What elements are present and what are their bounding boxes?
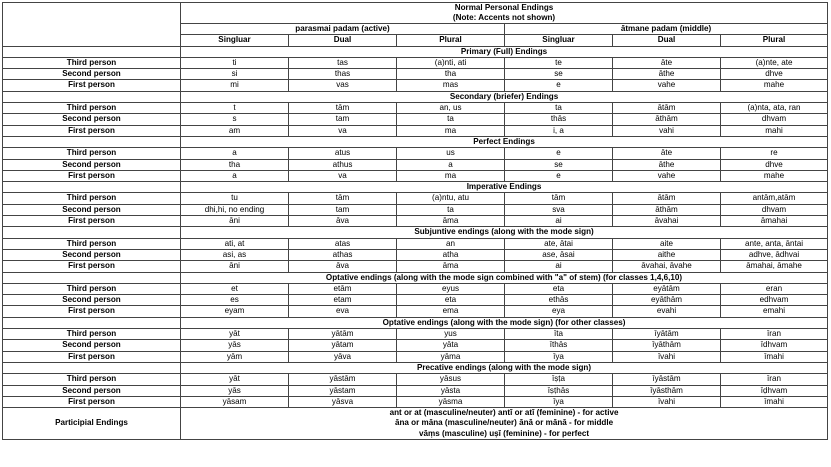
ending-cell: yāma bbox=[397, 351, 505, 362]
table-row bbox=[3, 204, 828, 215]
ending-cell: īyāthām bbox=[613, 340, 721, 351]
person-label: First person bbox=[3, 306, 181, 317]
number-header: Plural bbox=[397, 35, 505, 46]
ending-cell: tām bbox=[289, 193, 397, 204]
table-row bbox=[3, 396, 828, 407]
ending-cell: īvahi bbox=[613, 396, 721, 407]
ending-cell: antām,atām bbox=[721, 193, 828, 204]
number-header: Singluar bbox=[181, 35, 289, 46]
ending-cell: tu bbox=[181, 193, 289, 204]
section-title: Optative endings (along with the mode sign combined with "a" of stem) (for classes 1,4,6,10) bbox=[181, 272, 828, 283]
table-row bbox=[3, 329, 828, 340]
ending-cell: (a)nta, ata, ran bbox=[721, 103, 828, 114]
person-label: Second person bbox=[3, 159, 181, 170]
table-row bbox=[3, 148, 828, 159]
person-label: First person bbox=[3, 261, 181, 272]
endings-table bbox=[2, 2, 828, 440]
ending-cell: tām bbox=[289, 103, 397, 114]
ending-cell: īvahi bbox=[613, 351, 721, 362]
ending-cell: āthe bbox=[613, 159, 721, 170]
ending-cell: ta bbox=[397, 204, 505, 215]
ending-cell: thas bbox=[289, 69, 397, 80]
ending-cell: āmahai, āmahe bbox=[721, 261, 828, 272]
ending-cell: āthe bbox=[613, 69, 721, 80]
ending-cell: s bbox=[181, 114, 289, 125]
ending-cell: yāsva bbox=[289, 396, 397, 407]
ending-cell: eta bbox=[505, 283, 613, 294]
ending-cell: ema bbox=[397, 306, 505, 317]
ending-cell: āva bbox=[289, 261, 397, 272]
person-label: First person bbox=[3, 396, 181, 407]
ending-cell: asi, as bbox=[181, 249, 289, 260]
section-header-row bbox=[3, 272, 828, 283]
section-spacer bbox=[3, 136, 181, 147]
ending-cell: āni bbox=[181, 261, 289, 272]
ending-cell: yus bbox=[397, 329, 505, 340]
person-label: Third person bbox=[3, 193, 181, 204]
section-header-row bbox=[3, 362, 828, 373]
person-label: First person bbox=[3, 125, 181, 136]
person-label: Second person bbox=[3, 385, 181, 396]
ending-cell: etām bbox=[289, 283, 397, 294]
participial-line: ant or at (masculine/neuter) antī or atī (feminine) - for active bbox=[389, 408, 619, 418]
ending-cell: eran bbox=[721, 283, 828, 294]
ending-cell: thās bbox=[505, 114, 613, 125]
ending-cell: am bbox=[181, 125, 289, 136]
ending-cell: ai bbox=[505, 216, 613, 227]
ending-cell: vahe bbox=[613, 170, 721, 181]
person-label: Second person bbox=[3, 295, 181, 306]
ending-cell: yām bbox=[181, 351, 289, 362]
ending-cell: eya bbox=[505, 306, 613, 317]
ending-cell: emahi bbox=[721, 306, 828, 317]
participial-line: vāṃs (masculine) uṣī (feminine) - for perfect bbox=[419, 428, 590, 438]
section-header-row bbox=[3, 136, 828, 147]
section-title: Optative endings (along with the mode sign) (for other classes) bbox=[181, 317, 828, 328]
table-row bbox=[3, 103, 828, 114]
ending-cell: ase, āsai bbox=[505, 249, 613, 260]
ending-cell: se bbox=[505, 159, 613, 170]
ending-cell: yāsus bbox=[397, 374, 505, 385]
ending-cell: dhve bbox=[721, 69, 828, 80]
ending-cell: tām bbox=[505, 193, 613, 204]
table-row bbox=[3, 80, 828, 91]
person-label: First person bbox=[3, 170, 181, 181]
table-row bbox=[3, 170, 828, 181]
ending-cell: yāt bbox=[181, 329, 289, 340]
ending-cell: eyus bbox=[397, 283, 505, 294]
section-title: Subjuntive endings (along with the mode sign) bbox=[181, 227, 828, 238]
ending-cell: yās bbox=[181, 385, 289, 396]
ending-cell: dhve bbox=[721, 159, 828, 170]
ending-cell: athas bbox=[289, 249, 397, 260]
number-header: Dual bbox=[613, 35, 721, 46]
table-row bbox=[3, 216, 828, 227]
table-row bbox=[3, 57, 828, 68]
number-header: Singluar bbox=[505, 35, 613, 46]
ending-cell: ethās bbox=[505, 295, 613, 306]
ending-cell: atas bbox=[289, 238, 397, 249]
ending-cell: dhi,hi, no ending bbox=[181, 204, 289, 215]
ending-cell: ātām bbox=[613, 193, 721, 204]
ending-cell: āthām bbox=[613, 204, 721, 215]
ending-cell: e bbox=[505, 80, 613, 91]
section-header-row bbox=[3, 91, 828, 102]
ending-cell: āma bbox=[397, 261, 505, 272]
ending-cell: īmahi bbox=[721, 396, 828, 407]
corner-cell bbox=[3, 3, 181, 47]
participial-row bbox=[3, 408, 828, 440]
section-title: Secondary (briefer) Endings bbox=[181, 91, 828, 102]
title-note: (Note: Accents not shown) bbox=[452, 13, 556, 22]
number-header: Plural bbox=[721, 35, 828, 46]
ending-cell: etam bbox=[289, 295, 397, 306]
person-label: Second person bbox=[3, 69, 181, 80]
ending-cell: athus bbox=[289, 159, 397, 170]
section-header-row bbox=[3, 46, 828, 57]
ending-cell: āma bbox=[397, 216, 505, 227]
ending-cell: e bbox=[505, 170, 613, 181]
ending-cell: yāva bbox=[289, 351, 397, 362]
ending-cell: a bbox=[397, 159, 505, 170]
table-row bbox=[3, 125, 828, 136]
ending-cell: ta bbox=[397, 114, 505, 125]
table-row bbox=[3, 69, 828, 80]
section-title: Precative endings (along with the mode sign) bbox=[181, 362, 828, 373]
ending-cell: edhvam bbox=[721, 295, 828, 306]
table-row bbox=[3, 351, 828, 362]
section-title: Primary (Full) Endings bbox=[181, 46, 828, 57]
ending-cell: āmahai bbox=[721, 216, 828, 227]
ending-cell: eyātām bbox=[613, 283, 721, 294]
ending-cell: dhvam bbox=[721, 114, 828, 125]
table-row bbox=[3, 114, 828, 125]
ending-cell: īya bbox=[505, 396, 613, 407]
ending-cell: yās bbox=[181, 340, 289, 351]
ending-cell: re bbox=[721, 148, 828, 159]
ending-cell: ai bbox=[505, 261, 613, 272]
ending-cell: a bbox=[181, 148, 289, 159]
participial-label: Participial Endings bbox=[3, 408, 181, 440]
ending-cell: vahe bbox=[613, 80, 721, 91]
ending-cell: īran bbox=[721, 374, 828, 385]
person-label: Second person bbox=[3, 114, 181, 125]
ending-cell: yāsam bbox=[181, 396, 289, 407]
ending-cell: īṣṭhās bbox=[505, 385, 613, 396]
ending-cell: yāstām bbox=[289, 374, 397, 385]
ending-cell: ātām bbox=[613, 103, 721, 114]
person-label: Second person bbox=[3, 340, 181, 351]
ending-cell: yāta bbox=[397, 340, 505, 351]
ending-cell: te bbox=[505, 57, 613, 68]
section-header-row bbox=[3, 317, 828, 328]
ending-cell: i, a bbox=[505, 125, 613, 136]
ending-cell: ante, anta, āntai bbox=[721, 238, 828, 249]
ending-cell: an, us bbox=[397, 103, 505, 114]
ending-cell: e bbox=[505, 148, 613, 159]
person-label: Third person bbox=[3, 57, 181, 68]
ending-cell: īta bbox=[505, 329, 613, 340]
section-spacer bbox=[3, 91, 181, 102]
ending-cell: mas bbox=[397, 80, 505, 91]
section-spacer bbox=[3, 272, 181, 283]
ending-cell: va bbox=[289, 125, 397, 136]
ending-cell: adhve, ādhvai bbox=[721, 249, 828, 260]
section-spacer bbox=[3, 182, 181, 193]
ending-cell: īyātām bbox=[613, 329, 721, 340]
ending-cell: mahe bbox=[721, 80, 828, 91]
ending-cell: eva bbox=[289, 306, 397, 317]
person-label: Third person bbox=[3, 374, 181, 385]
ending-cell: es bbox=[181, 295, 289, 306]
ending-cell: sva bbox=[505, 204, 613, 215]
ending-cell: dhvam bbox=[721, 204, 828, 215]
title-text: Normal Personal Endings bbox=[454, 3, 554, 12]
participial-line: āna or māna (masculine/neuter) ānā or mānā - for middle bbox=[394, 418, 614, 428]
table-row bbox=[3, 249, 828, 260]
participial-endings bbox=[181, 408, 828, 440]
section-title: Imperative Endings bbox=[181, 182, 828, 193]
ending-cell: tam bbox=[289, 114, 397, 125]
person-label: First person bbox=[3, 80, 181, 91]
ending-cell: vahi bbox=[613, 125, 721, 136]
ending-cell: us bbox=[397, 148, 505, 159]
ending-cell: āte bbox=[613, 57, 721, 68]
table-row bbox=[3, 385, 828, 396]
person-label: First person bbox=[3, 216, 181, 227]
ending-cell: mi bbox=[181, 80, 289, 91]
ending-cell: īran bbox=[721, 329, 828, 340]
section-header-row bbox=[3, 227, 828, 238]
ending-cell: (a)nte, ate bbox=[721, 57, 828, 68]
ending-cell: tha bbox=[397, 69, 505, 80]
ending-cell: yāt bbox=[181, 374, 289, 385]
ending-cell: ti bbox=[181, 57, 289, 68]
ending-cell: atus bbox=[289, 148, 397, 159]
table-row bbox=[3, 340, 828, 351]
table-row bbox=[3, 238, 828, 249]
ending-cell: ma bbox=[397, 170, 505, 181]
section-spacer bbox=[3, 317, 181, 328]
ending-cell: et bbox=[181, 283, 289, 294]
person-label: Second person bbox=[3, 249, 181, 260]
person-label: Third person bbox=[3, 148, 181, 159]
ending-cell: eyam bbox=[181, 306, 289, 317]
ending-cell: tam bbox=[289, 204, 397, 215]
ending-cell: āvahai bbox=[613, 216, 721, 227]
person-label: First person bbox=[3, 351, 181, 362]
ending-cell: aithe bbox=[613, 249, 721, 260]
ending-cell: ma bbox=[397, 125, 505, 136]
table-title bbox=[181, 3, 828, 24]
ending-cell: eyāthām bbox=[613, 295, 721, 306]
ending-cell: eta bbox=[397, 295, 505, 306]
ending-cell: yātam bbox=[289, 340, 397, 351]
table-row bbox=[3, 193, 828, 204]
ending-cell: īḍhvam bbox=[721, 385, 828, 396]
person-label: Third person bbox=[3, 329, 181, 340]
ending-cell: yātām bbox=[289, 329, 397, 340]
table-row bbox=[3, 306, 828, 317]
person-label: Third person bbox=[3, 238, 181, 249]
ending-cell: āva bbox=[289, 216, 397, 227]
ending-cell: īya bbox=[505, 351, 613, 362]
ending-cell: t bbox=[181, 103, 289, 114]
ending-cell: īṣṭa bbox=[505, 374, 613, 385]
ending-cell: mahi bbox=[721, 125, 828, 136]
section-header-row bbox=[3, 182, 828, 193]
ending-cell: īmahi bbox=[721, 351, 828, 362]
ending-cell: īyāstām bbox=[613, 374, 721, 385]
ending-cell: īyāsthām bbox=[613, 385, 721, 396]
section-spacer bbox=[3, 362, 181, 373]
ending-cell: yāsta bbox=[397, 385, 505, 396]
person-label: Second person bbox=[3, 204, 181, 215]
ending-cell: yāsma bbox=[397, 396, 505, 407]
ending-cell: a bbox=[181, 170, 289, 181]
table-row bbox=[3, 295, 828, 306]
table-row bbox=[3, 159, 828, 170]
table-row bbox=[3, 283, 828, 294]
ending-cell: mahe bbox=[721, 170, 828, 181]
person-label: Third person bbox=[3, 103, 181, 114]
number-header: Dual bbox=[289, 35, 397, 46]
ending-cell: tas bbox=[289, 57, 397, 68]
ending-cell: yāstam bbox=[289, 385, 397, 396]
table-row bbox=[3, 374, 828, 385]
ending-cell: vas bbox=[289, 80, 397, 91]
ending-cell: ate, ātai bbox=[505, 238, 613, 249]
ending-cell: āte bbox=[613, 148, 721, 159]
ending-cell: ta bbox=[505, 103, 613, 114]
ending-cell: īdhvam bbox=[721, 340, 828, 351]
ending-cell: evahi bbox=[613, 306, 721, 317]
ending-cell: (a)nti, ati bbox=[397, 57, 505, 68]
ending-cell: aite bbox=[613, 238, 721, 249]
ending-cell: tha bbox=[181, 159, 289, 170]
ending-cell: ati, at bbox=[181, 238, 289, 249]
ending-cell: āni bbox=[181, 216, 289, 227]
ending-cell: atha bbox=[397, 249, 505, 260]
ending-cell: āthām bbox=[613, 114, 721, 125]
ending-cell: īthās bbox=[505, 340, 613, 351]
ending-cell: āvahai, āvahe bbox=[613, 261, 721, 272]
person-label: Third person bbox=[3, 283, 181, 294]
ending-cell: va bbox=[289, 170, 397, 181]
ending-cell: si bbox=[181, 69, 289, 80]
voice-middle-header: ātmane padam (middle) bbox=[505, 24, 828, 35]
table-row bbox=[3, 261, 828, 272]
ending-cell: se bbox=[505, 69, 613, 80]
ending-cell: (a)ntu, atu bbox=[397, 193, 505, 204]
section-spacer bbox=[3, 227, 181, 238]
voice-active-header: parasmai padam (active) bbox=[181, 24, 505, 35]
section-title: Perfect Endings bbox=[181, 136, 828, 147]
ending-cell: an bbox=[397, 238, 505, 249]
section-spacer bbox=[3, 46, 181, 57]
